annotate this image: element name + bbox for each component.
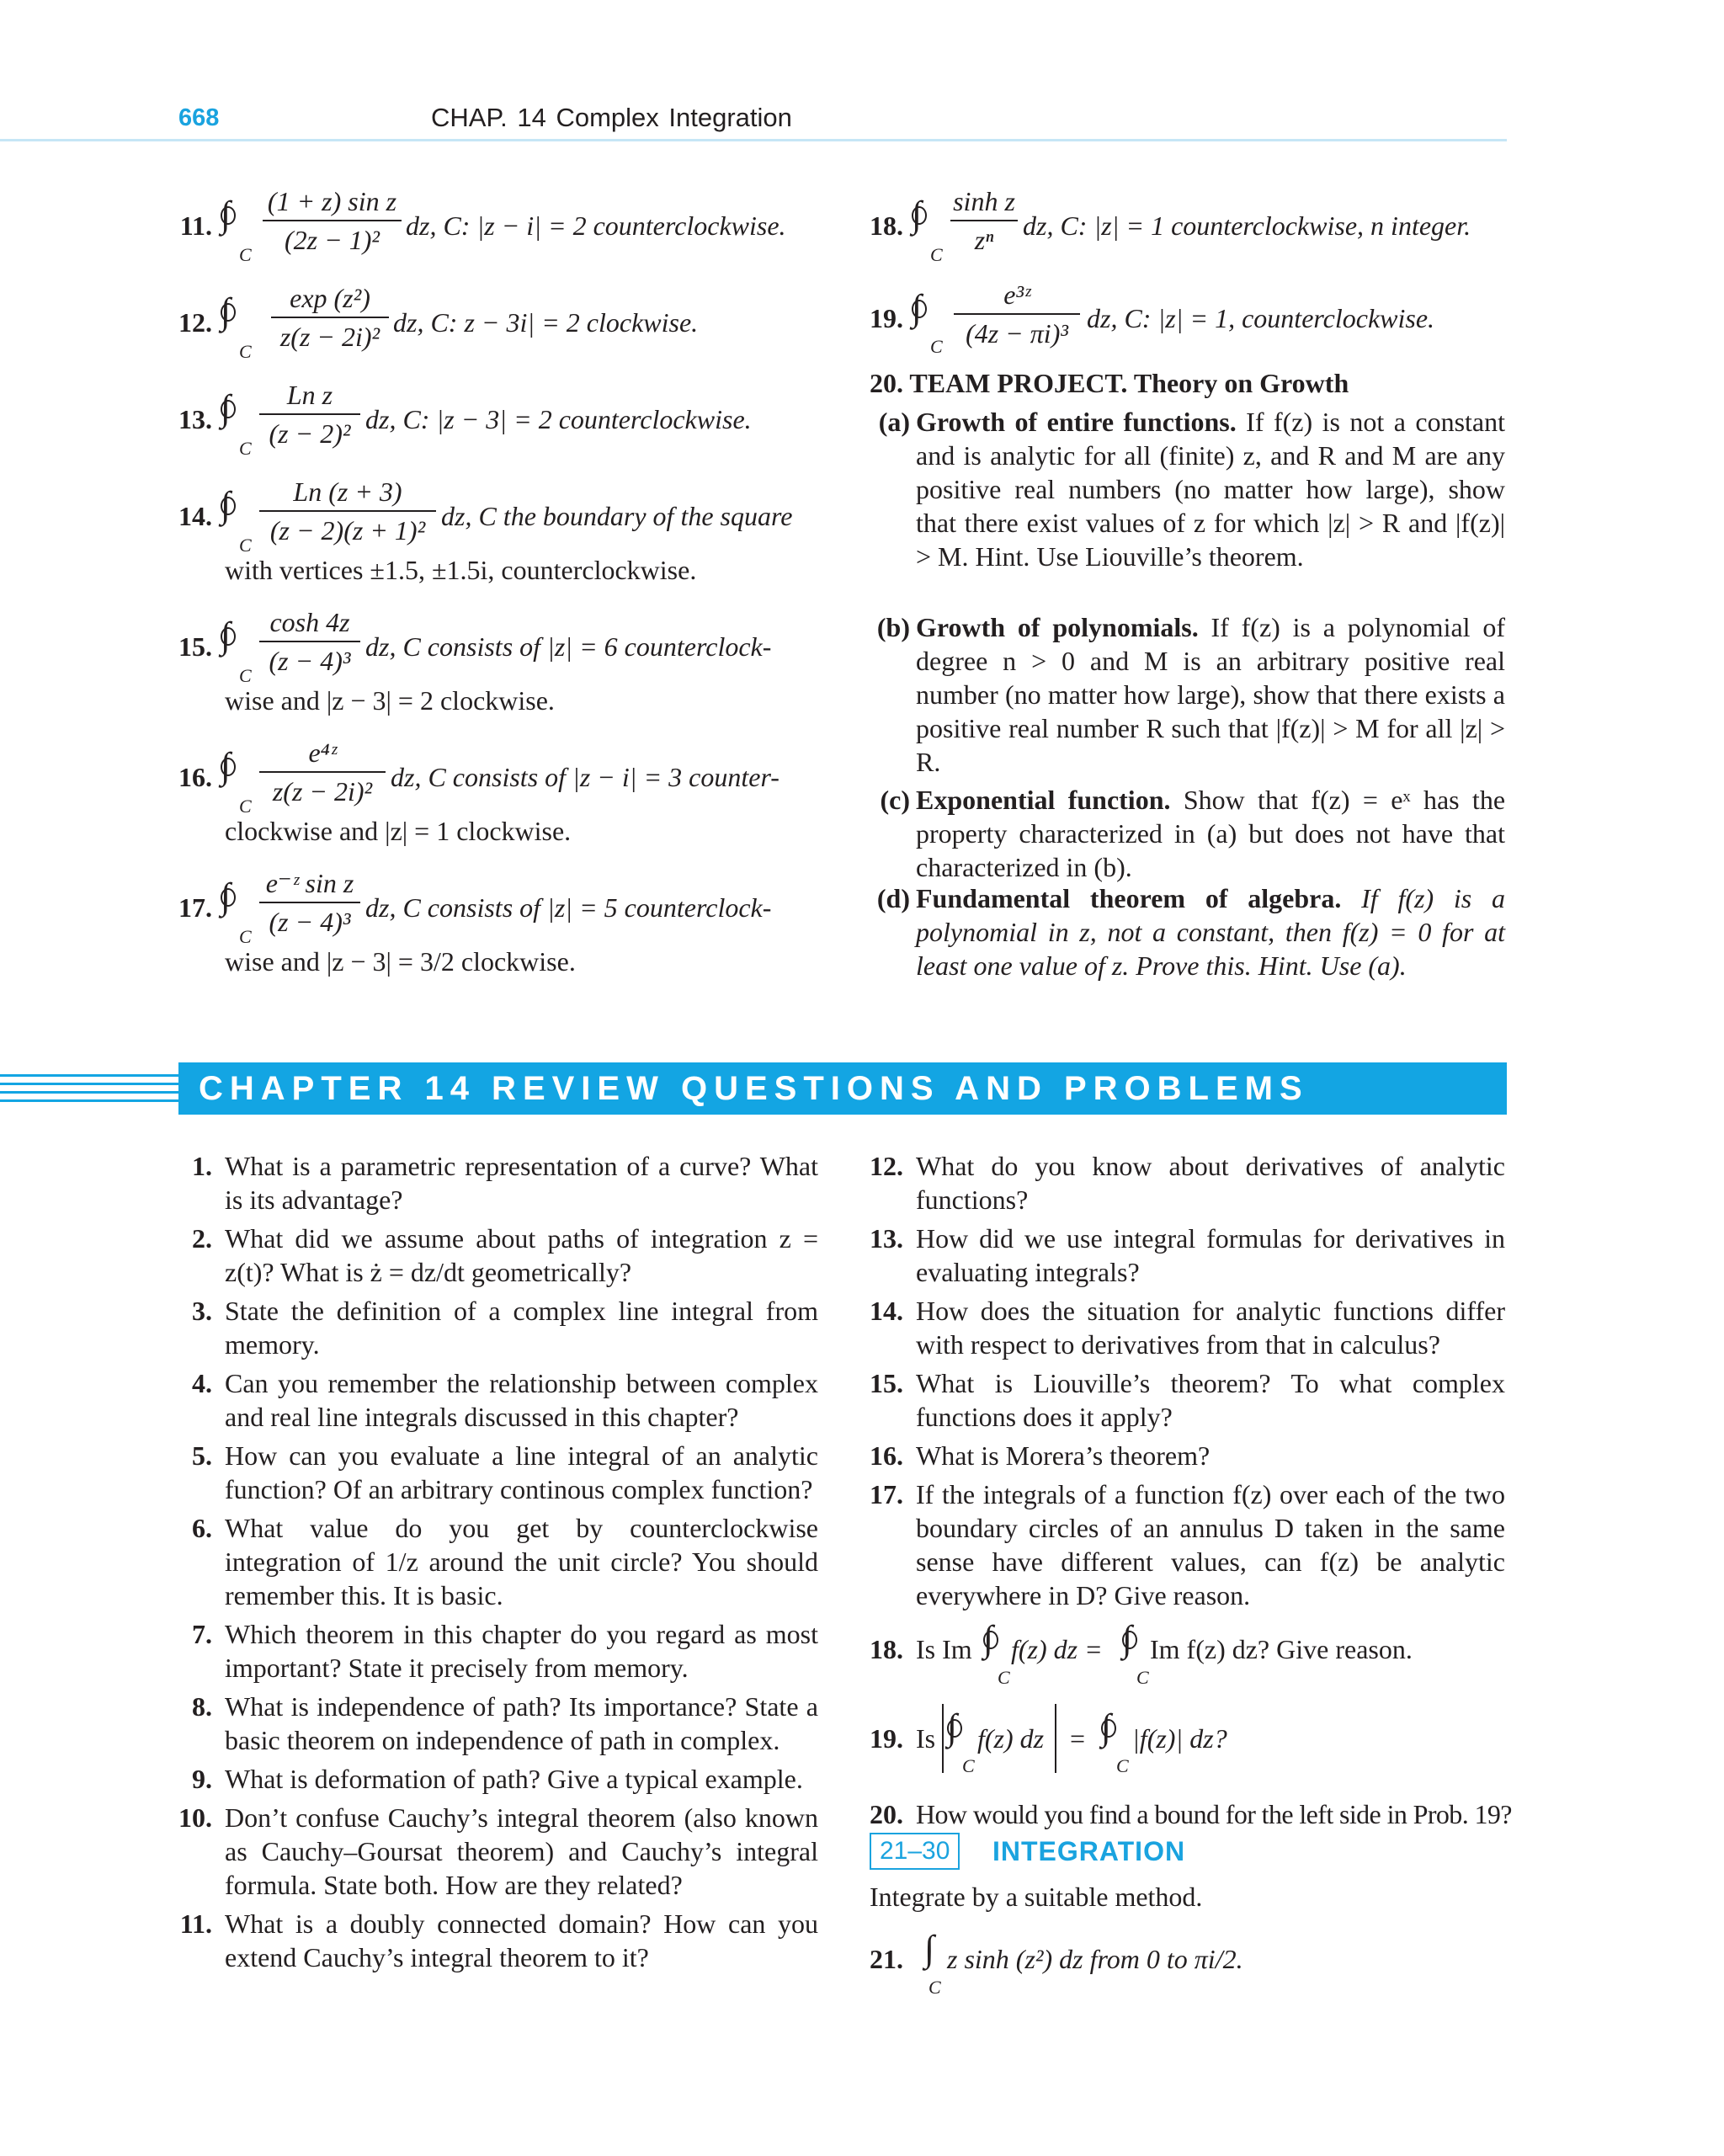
review-question-3 (178, 1294, 818, 1361)
numerator: e⁴ᶻ (308, 737, 337, 768)
denominator: (4z − πi)³ (966, 318, 1068, 349)
review-question-21 (870, 1924, 1505, 2008)
question-number: 4. (192, 1368, 212, 1398)
problem-tail: dz, C the boundary of the square (441, 501, 793, 531)
q19-part-d: |f(z)| dz? (1132, 1723, 1227, 1754)
denominator: (2z − 1)² (285, 225, 380, 255)
integral-sub: C (239, 665, 252, 686)
question-text: How did we use integral formulas for derivatives in evaluating integrals? (916, 1223, 1505, 1287)
denominator: (z − 4)³ (269, 907, 351, 937)
question-number: 9. (192, 1764, 212, 1794)
question-text: What is deformation of path? Give a typical example. (225, 1764, 803, 1794)
question-number: 6. (192, 1513, 212, 1543)
contour-integral-icon: ∫ (912, 290, 922, 327)
team-project-part-a (878, 405, 1505, 573)
fraction (259, 736, 386, 808)
review-question-19 (870, 1701, 1505, 1793)
page-number: 668 (178, 104, 220, 131)
review-question-18 (870, 1618, 1505, 1696)
part-label: (d) (876, 883, 910, 913)
integral-sub: C (239, 438, 252, 459)
problem-tail: dz, C: |z| = 1 counterclockwise, n integer. (1023, 210, 1471, 241)
team-project-part-d (876, 881, 1506, 982)
integral-sub: C (239, 926, 252, 947)
contour-integral-icon: ∫ (947, 1709, 957, 1746)
question-number: 21. (870, 1944, 903, 1974)
numerator: (1 + z) sin z (267, 186, 397, 216)
q19-part-a: Is (916, 1723, 936, 1754)
q21-text: z sinh (z²) dz from 0 to πi/2. (947, 1944, 1243, 1974)
integral-sub: C (930, 244, 943, 265)
numerator: cosh 4z (269, 607, 350, 637)
question-text: If the integrals of a function f(z) over each of the two boundary circles of an annulus D taken in the same sense have different values, can f(z) be analytic everywhere in D? Give reason. (916, 1479, 1505, 1610)
integral-sub: C (239, 535, 252, 556)
problem-continuation: wise and |z − 3| = 2 clockwise. (225, 685, 555, 716)
chapter-title: CHAP. 14 Complex Integration (431, 103, 792, 132)
q19-part-c: = (1070, 1723, 1086, 1754)
question-number: 3. (192, 1296, 212, 1326)
question-text: How would you find a bound for the left side in Prob. 19? (916, 1799, 1512, 1829)
problem-number: 15. (178, 631, 212, 662)
contour-integral-icon: ∫ (221, 390, 231, 427)
abs-bar-right (1055, 1704, 1056, 1773)
integral-sub: C (239, 796, 252, 817)
denominator: z(z − 2i)² (279, 322, 380, 352)
question-number: 11. (179, 1908, 212, 1939)
question-text: Don’t confuse Cauchy’s integral theorem (also known as Cauchy–Goursat theorem) and Cauchy’s integral formula. State both. How are they related? (225, 1802, 818, 1900)
problem-tail: dz, C consists of |z| = 6 counterclock- (365, 631, 772, 662)
integral-sub: C (930, 336, 943, 357)
q18-part-c: Im f(z) dz? Give reason. (1150, 1634, 1413, 1664)
question-text: How can you evaluate a line integral of an analytic function? Of an arbitrary continous complex function? (225, 1440, 818, 1504)
section-instruction: Integrate by a suitable method. (870, 1882, 1203, 1912)
fraction (271, 281, 389, 354)
contour-integral-icon: ∫ (221, 617, 231, 654)
section-title: INTEGRATION (992, 1836, 1186, 1866)
review-question-2 (178, 1222, 818, 1289)
question-text: What is Liouville’s theorem? To what complex functions does it apply? (916, 1368, 1505, 1432)
denominator: z(z − 2i)² (272, 776, 373, 807)
part-text: If f(z) is a polynomial in z, not a constant, then f(z) = 0 for at least one value of z. Prove this. Hint. Use (a). (916, 883, 1506, 981)
question-number: 8. (192, 1691, 212, 1722)
review-question-9 (178, 1762, 818, 1796)
numerator: exp (z²) (290, 283, 370, 313)
review-question-10 (178, 1801, 818, 1902)
part-heading: Exponential function. (916, 785, 1171, 815)
contour-integral-icon: ∫ (221, 196, 231, 233)
contour-integral-icon: ∫ (221, 293, 231, 330)
header-rule (0, 139, 1507, 141)
problem-number: 14. (178, 501, 212, 531)
fraction (259, 866, 360, 939)
question-text: What do you know about derivatives of analytic functions? (916, 1151, 1505, 1215)
question-text: What is Morera’s theorem? (916, 1440, 1211, 1471)
review-question-16 (870, 1439, 1505, 1472)
q18-part-a: Is Im (916, 1634, 972, 1664)
question-number: 2. (192, 1223, 212, 1254)
numerator: Ln (z + 3) (293, 476, 402, 507)
abs-bar-left (942, 1704, 944, 1773)
integral-sub: C (1136, 1667, 1149, 1688)
problems-left-column (178, 181, 818, 989)
review-question-17 (870, 1477, 1505, 1612)
banner-title: CHAPTER 14 REVIEW QUESTIONS AND PROBLEMS (199, 1070, 1309, 1107)
problem-tail: dz, C: |z − 3| = 2 counterclockwise. (365, 404, 752, 434)
problem-tail: dz, C consists of |z − i| = 3 counter- (391, 762, 780, 792)
integral-sub: C (962, 1755, 975, 1776)
review-question-14 (870, 1294, 1505, 1361)
review-question-1 (178, 1149, 818, 1216)
part-heading: Fundamental theorem of algebra. (916, 883, 1342, 913)
problem-number: 17. (178, 892, 212, 923)
denominator: (z − 2)² (269, 418, 351, 449)
question-number: 7. (192, 1619, 212, 1649)
review-question-15 (870, 1366, 1505, 1434)
question-text: Can you remember the relationship between complex and real line integrals discussed in this chapter? (225, 1368, 818, 1432)
review-banner (178, 1062, 1507, 1115)
integral-sub: C (929, 1977, 941, 1998)
problem-tail: dz, C: z − 3i| = 2 clockwise. (393, 307, 699, 338)
question-text: Which theorem in this chapter do you regard as most important? State it precisely from memory. (225, 1619, 818, 1683)
denominator: zⁿ (974, 225, 994, 255)
review-question-8 (178, 1690, 818, 1757)
q18-part-b: f(z) dz = (1011, 1634, 1103, 1664)
review-question-5 (178, 1439, 818, 1506)
contour-integral-icon: ∫ (912, 196, 922, 233)
question-number: 18. (870, 1634, 903, 1664)
denominator: (z − 4)³ (269, 646, 351, 676)
fraction (950, 184, 1018, 257)
contour-integral-icon: ∫ (221, 748, 231, 785)
question-number: 17. (870, 1479, 903, 1509)
problem-continuation: wise and |z − 3| = 3/2 clockwise. (225, 946, 576, 977)
numerator: Ln z (286, 380, 333, 410)
problem-tail: dz, C: |z − i| = 2 counterclockwise. (406, 210, 786, 241)
problem-continuation: clockwise and |z| = 1 clockwise. (225, 816, 572, 846)
integral-sub: C (239, 341, 252, 362)
question-number: 14. (870, 1296, 903, 1326)
question-text: What did we assume about paths of integration z = z(t)? What is ż = dz/dt geometrically? (225, 1223, 818, 1287)
review-question-11 (178, 1907, 818, 1974)
review-left-column (178, 1149, 818, 1991)
review-question-12 (870, 1149, 1505, 1216)
contour-integral-icon: ∫ (221, 487, 231, 524)
question-number: 19. (870, 1723, 903, 1754)
part-label: (b) (876, 612, 910, 642)
fraction (954, 278, 1080, 350)
numerator: sinh z (953, 186, 1015, 216)
team-project-part-c (880, 783, 1506, 884)
review-question-7 (178, 1617, 818, 1685)
fraction (259, 605, 360, 678)
part-label: (c) (880, 785, 910, 815)
question-number: 5. (192, 1440, 212, 1471)
question-text: What value do you get by counterclockwise integration of 1/z around the unit circle? You should remember this. It is basic. (225, 1513, 818, 1610)
team-project-title: 20. TEAM PROJECT. Theory on Growth (870, 368, 1349, 398)
question-number: 13. (870, 1223, 903, 1254)
contour-integral-icon: ∫ (983, 1621, 993, 1658)
problem-number: 16. (178, 762, 212, 792)
integral-icon: ∫ (924, 1928, 935, 1969)
integral-sub: C (239, 244, 252, 265)
review-question-6 (178, 1511, 818, 1612)
part-text: Show that f(z) = eˣ has the property characterized in (a) but does not have that characterized in (b). (916, 785, 1506, 882)
review-right-column (870, 1149, 1512, 2042)
problem-number: 12. (178, 307, 212, 338)
part-heading: Growth of entire functions. (916, 407, 1237, 437)
problem-number: 13. (178, 404, 212, 434)
integral-sub: C (998, 1667, 1010, 1688)
q19-part-b: f(z) dz (977, 1723, 1045, 1754)
banner-stripes (0, 1074, 178, 1105)
numerator: e⁻ᶻ sin z (265, 868, 354, 898)
problem-number: 11. (179, 210, 212, 241)
review-question-4 (178, 1366, 818, 1434)
question-text: What is a parametric representation of a curve? What is its advantage? (225, 1151, 818, 1215)
problem-continuation: with vertices ±1.5, ±1.5i, counterclockwise. (225, 555, 697, 585)
section-range-box: 21–30 (870, 1833, 960, 1870)
problem-tail: dz, C consists of |z| = 5 counterclock- (365, 892, 772, 923)
question-text: How does the situation for analytic functions differ with respect to derivatives from that in calculus? (916, 1296, 1505, 1360)
fraction (259, 378, 360, 450)
team-project-part-b (876, 610, 1506, 779)
question-text: What is independence of path? Its importance? State a basic theorem on independence of path in complex. (225, 1691, 818, 1755)
denominator: (z − 2)(z + 1)² (269, 515, 426, 546)
numerator: e³ᶻ (1003, 279, 1030, 310)
question-number: 10. (178, 1802, 212, 1833)
question-number: 1. (192, 1151, 212, 1181)
page-header (178, 101, 1508, 138)
review-question-20 (870, 1797, 1512, 1831)
problems-right-column (870, 181, 1505, 989)
contour-integral-icon: ∫ (1122, 1621, 1132, 1658)
question-number: 12. (870, 1151, 903, 1181)
problem-number: 18. (870, 210, 903, 241)
question-number: 16. (870, 1440, 903, 1471)
integral-sub: C (1116, 1755, 1129, 1776)
question-text: State the definition of a complex line integral from memory. (225, 1296, 818, 1360)
review-question-13 (870, 1222, 1505, 1289)
contour-integral-icon: ∫ (221, 878, 231, 915)
part-text: If f(z) is a polynomial of degree n > 0 and M is an arbitrary positive real number (no matter how large), show that there exists a positive real number R such that |f(z)| > M for all |z| > R. (916, 612, 1506, 777)
part-label: (a) (878, 407, 910, 437)
problem-tail: dz, C: |z| = 1, counterclockwise. (1087, 303, 1435, 333)
question-text: What is a doubly connected domain? How can you extend Cauchy’s integral theorem to it? (225, 1908, 818, 1972)
part-text: If f(z) is not a constant and is analytic for all (finite) z, and R and M are any positive real numbers (no matter how large), show that there exist values of z for which |z| > R and |f(z)| > M. Hint. Use Liouville’s theorem. (916, 407, 1505, 572)
fraction (259, 475, 436, 547)
question-number: 20. (870, 1799, 903, 1829)
contour-integral-icon: ∫ (1101, 1709, 1111, 1746)
fraction (263, 184, 402, 257)
question-number: 15. (870, 1368, 903, 1398)
problem-number: 19. (870, 303, 903, 333)
part-heading: Growth of polynomials. (916, 612, 1199, 642)
